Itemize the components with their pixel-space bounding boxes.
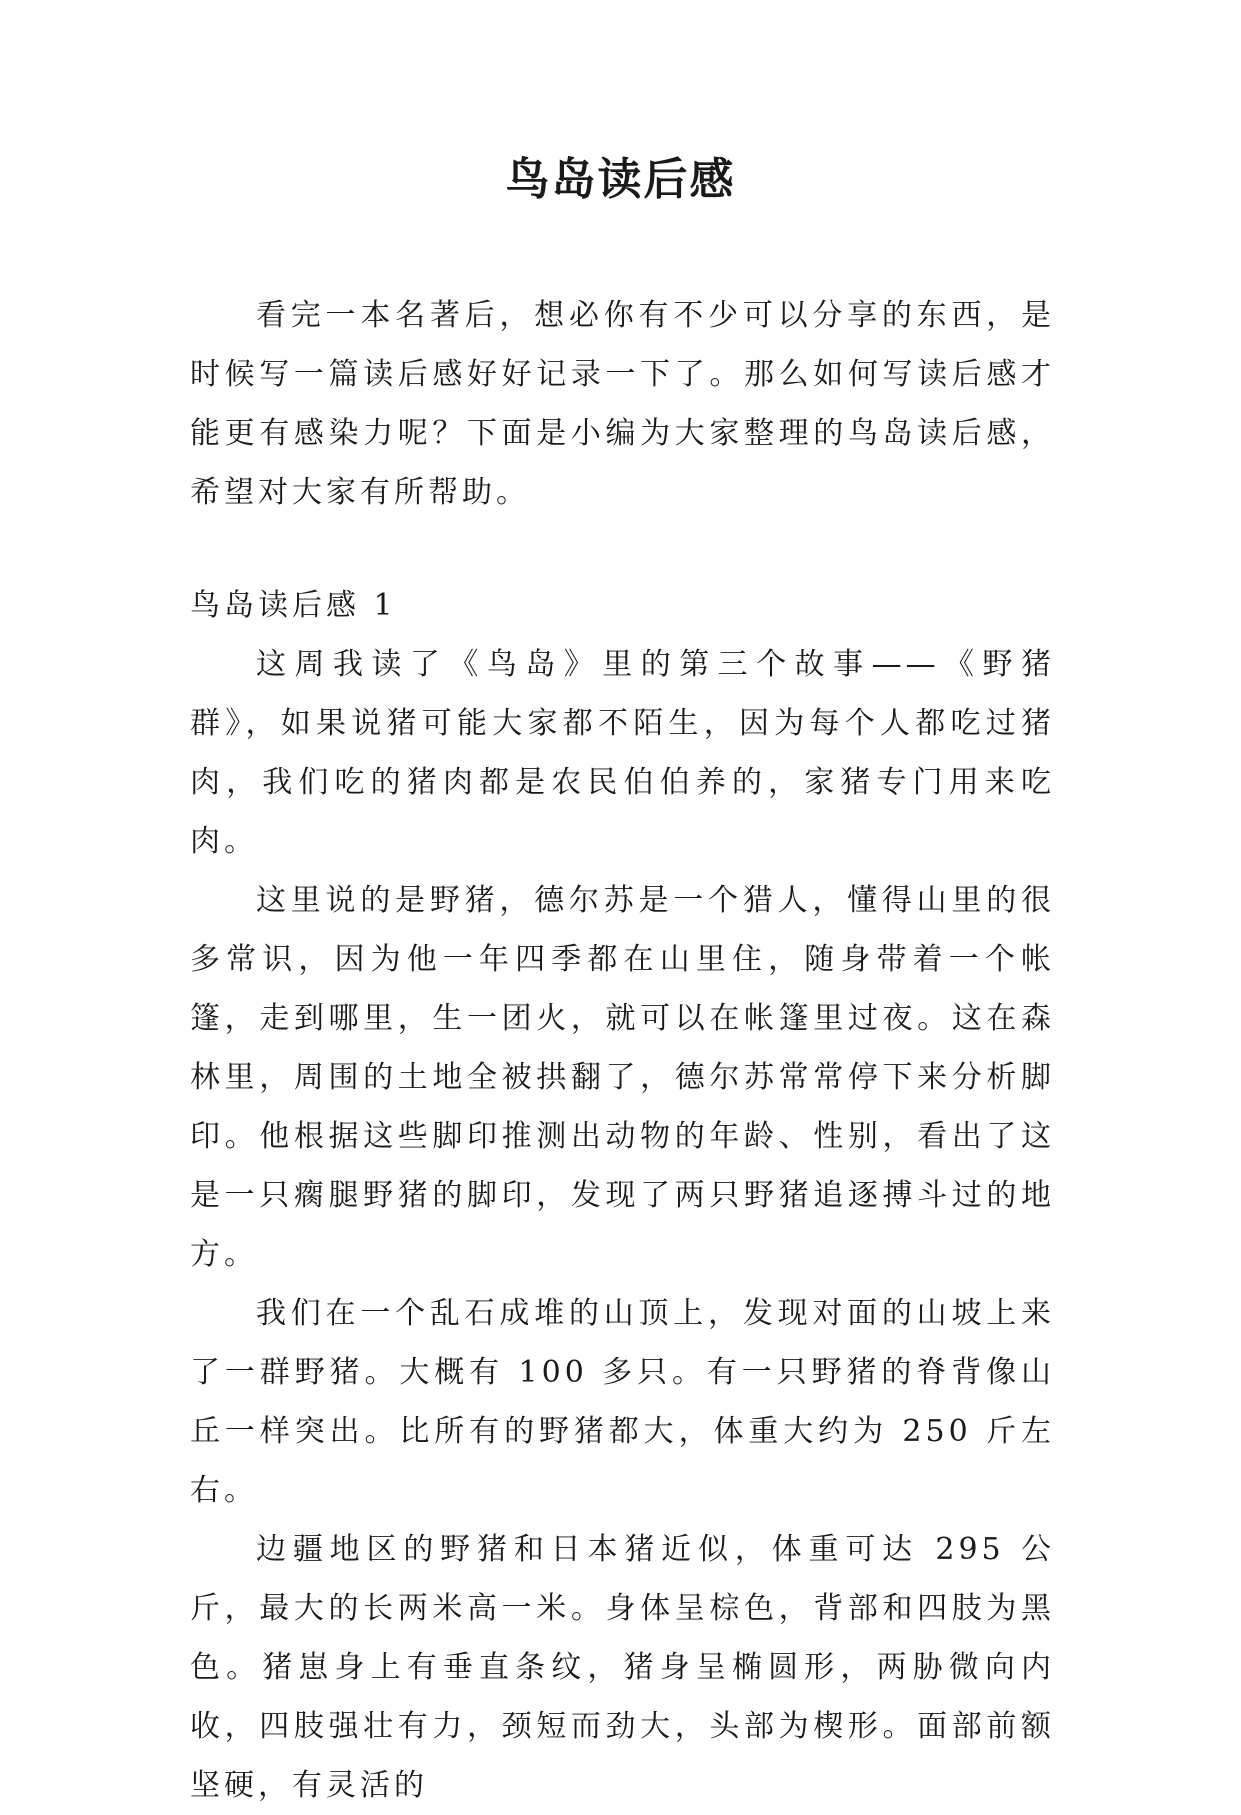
section-heading: 鸟岛读后感 1: [190, 588, 397, 623]
intro-paragraph: 看完一本名著后，想必你有不少可以分享的东西，是时候写一篇读后感好好记录一下了。那么如何写读后感才能更有感染力呢？下面是小编为大家整理的鸟岛读后感，希望对大家有所帮助。: [190, 298, 1055, 510]
intro-block: [190, 286, 1055, 522]
body-paragraph: 这周我读了《鸟岛》里的第三个故事——《野猪群》，如果说猪可能大家都不陌生，因为每个人都吃过猪肉，我们吃的猪肉都是农民伯伯养的，家猪专门用来吃肉。: [190, 647, 1055, 859]
essay-section: [190, 576, 1055, 1815]
document-title: 鸟岛读后感: [505, 154, 736, 205]
body-paragraph: 我们在一个乱石成堆的山顶上，发现对面的山坡上来了一群野猪。大概有 100 多只。有一只野猪的脊背像山丘一样突出。比所有的野猪都大，体重大约为 250 斤左右。: [190, 1296, 1055, 1508]
body-paragraph: 边疆地区的野猪和日本猪近似，体重可达 295 公斤，最大的长两米高一米。身体呈棕色，背部和四肢为黑色。猪崽身上有垂直条纹，猪身呈椭圆形，两胁微向内收，四肢强壮有力，颈短而劲大，头部为楔形。面部前额坚硬，有灵活的: [190, 1532, 1055, 1803]
body-paragraph: 这里说的是野猪，德尔苏是一个猎人，懂得山里的很多常识，因为他一年四季都在山里住，随身带着一个帐篷，走到哪里，生一团火，就可以在帐篷里过夜。这在森林里，周围的土地全被拱翻了，德尔苏常常停下来分析脚印。他根据这些脚印推测出动物的年龄、性别，看出了这是一只瘸腿野猪的脚印，发现了两只野猪追逐搏斗过的地方。: [190, 883, 1055, 1272]
